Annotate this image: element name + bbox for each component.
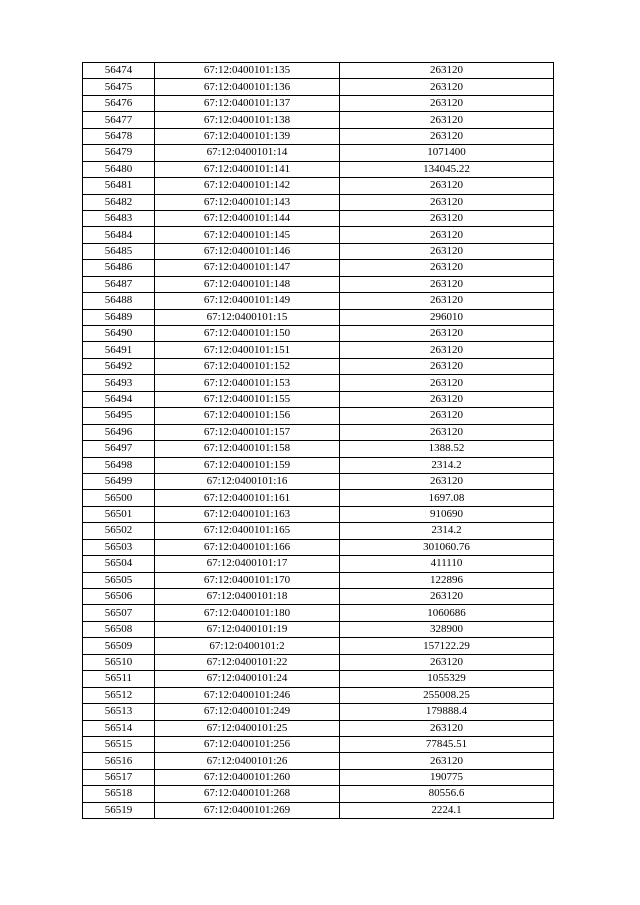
cadastral-number-cell: 67:12:0400101:150 [155,326,340,342]
table-row [83,161,554,177]
row-number-cell: 56490 [83,326,155,342]
cadastral-number-cell: 67:12:0400101:2 [155,638,340,654]
cadastral-number-cell: 67:12:0400101:15 [155,309,340,325]
row-number-cell: 56508 [83,621,155,637]
table-row [83,786,554,802]
cadastral-number-cell: 67:12:0400101:135 [155,63,340,79]
data-table [82,62,554,819]
value-cell: 263120 [340,178,554,194]
table-row [83,276,554,292]
value-cell: 263120 [340,227,554,243]
table-row [83,802,554,818]
row-number-cell: 56503 [83,539,155,555]
row-number-cell: 56496 [83,424,155,440]
cadastral-number-cell: 67:12:0400101:246 [155,687,340,703]
cadastral-number-cell: 67:12:0400101:148 [155,276,340,292]
row-number-cell: 56498 [83,457,155,473]
row-number-cell: 56485 [83,243,155,259]
cadastral-number-cell: 67:12:0400101:16 [155,473,340,489]
row-number-cell: 56495 [83,408,155,424]
table-row [83,457,554,473]
table-row [83,243,554,259]
table-row [83,671,554,687]
value-cell: 1071400 [340,145,554,161]
value-cell: 190775 [340,769,554,785]
row-number-cell: 56500 [83,490,155,506]
cadastral-number-cell: 67:12:0400101:143 [155,194,340,210]
value-cell: 263120 [340,112,554,128]
row-number-cell: 56506 [83,589,155,605]
table-row [83,260,554,276]
table-row [83,391,554,407]
row-number-cell: 56474 [83,63,155,79]
cadastral-number-cell: 67:12:0400101:139 [155,128,340,144]
value-cell: 263120 [340,276,554,292]
table-body [83,63,554,819]
cadastral-number-cell: 67:12:0400101:152 [155,358,340,374]
cadastral-number-cell: 67:12:0400101:18 [155,589,340,605]
table-row [83,112,554,128]
value-cell: 263120 [340,753,554,769]
cadastral-number-cell: 67:12:0400101:161 [155,490,340,506]
value-cell: 301060.76 [340,539,554,555]
table-row [83,704,554,720]
cadastral-number-cell: 67:12:0400101:256 [155,736,340,752]
row-number-cell: 56476 [83,95,155,111]
value-cell: 263120 [340,293,554,309]
cadastral-number-cell: 67:12:0400101:19 [155,621,340,637]
row-number-cell: 56482 [83,194,155,210]
value-cell: 263120 [340,589,554,605]
cadastral-number-cell: 67:12:0400101:158 [155,441,340,457]
cadastral-number-cell: 67:12:0400101:180 [155,605,340,621]
cadastral-number-cell: 67:12:0400101:141 [155,161,340,177]
row-number-cell: 56519 [83,802,155,818]
cadastral-number-cell: 67:12:0400101:153 [155,375,340,391]
table-row [83,227,554,243]
row-number-cell: 56483 [83,210,155,226]
row-number-cell: 56494 [83,391,155,407]
row-number-cell: 56513 [83,704,155,720]
row-number-cell: 56512 [83,687,155,703]
value-cell: 263120 [340,424,554,440]
row-number-cell: 56486 [83,260,155,276]
value-cell: 263120 [340,358,554,374]
cadastral-number-cell: 67:12:0400101:151 [155,342,340,358]
cadastral-number-cell: 67:12:0400101:142 [155,178,340,194]
value-cell: 910690 [340,506,554,522]
table-row [83,95,554,111]
cadastral-number-cell: 67:12:0400101:14 [155,145,340,161]
value-cell: 263120 [340,326,554,342]
value-cell: 263120 [340,342,554,358]
value-cell: 263120 [340,243,554,259]
cadastral-number-cell: 67:12:0400101:166 [155,539,340,555]
cadastral-number-cell: 67:12:0400101:136 [155,79,340,95]
table-row [83,572,554,588]
cadastral-number-cell: 67:12:0400101:24 [155,671,340,687]
row-number-cell: 56487 [83,276,155,292]
cadastral-number-cell: 67:12:0400101:145 [155,227,340,243]
table-row [83,753,554,769]
row-number-cell: 56502 [83,523,155,539]
cadastral-number-cell: 67:12:0400101:268 [155,786,340,802]
row-number-cell: 56511 [83,671,155,687]
cadastral-number-cell: 67:12:0400101:269 [155,802,340,818]
row-number-cell: 56507 [83,605,155,621]
value-cell: 80556.6 [340,786,554,802]
table-row [83,326,554,342]
row-number-cell: 56515 [83,736,155,752]
value-cell: 1388.52 [340,441,554,457]
row-number-cell: 56489 [83,309,155,325]
table-row [83,473,554,489]
cadastral-number-cell: 67:12:0400101:144 [155,210,340,226]
value-cell: 263120 [340,260,554,276]
row-number-cell: 56484 [83,227,155,243]
value-cell: 1060686 [340,605,554,621]
table-row [83,408,554,424]
cadastral-number-cell: 67:12:0400101:249 [155,704,340,720]
table-row [83,178,554,194]
row-number-cell: 56510 [83,654,155,670]
value-cell: 263120 [340,95,554,111]
table-row [83,358,554,374]
table-row [83,79,554,95]
table-row [83,654,554,670]
table-row [83,342,554,358]
cadastral-number-cell: 67:12:0400101:147 [155,260,340,276]
cadastral-number-cell: 67:12:0400101:137 [155,95,340,111]
value-cell: 328900 [340,621,554,637]
table-row [83,769,554,785]
cadastral-number-cell: 67:12:0400101:159 [155,457,340,473]
table-row [83,621,554,637]
cadastral-number-cell: 67:12:0400101:25 [155,720,340,736]
value-cell: 2314.2 [340,457,554,473]
value-cell: 263120 [340,375,554,391]
value-cell: 122896 [340,572,554,588]
row-number-cell: 56481 [83,178,155,194]
table-row [83,523,554,539]
value-cell: 263120 [340,654,554,670]
value-cell: 255008.25 [340,687,554,703]
table-row [83,638,554,654]
cadastral-number-cell: 67:12:0400101:260 [155,769,340,785]
value-cell: 1697.08 [340,490,554,506]
table-row [83,736,554,752]
table-row [83,589,554,605]
value-cell: 296010 [340,309,554,325]
row-number-cell: 56488 [83,293,155,309]
value-cell: 134045.22 [340,161,554,177]
row-number-cell: 56504 [83,556,155,572]
cadastral-number-cell: 67:12:0400101:22 [155,654,340,670]
value-cell: 2224.1 [340,802,554,818]
value-cell: 157122.29 [340,638,554,654]
value-cell: 263120 [340,720,554,736]
value-cell: 411110 [340,556,554,572]
cadastral-number-cell: 67:12:0400101:17 [155,556,340,572]
table-row [83,506,554,522]
cadastral-number-cell: 67:12:0400101:138 [155,112,340,128]
row-number-cell: 56518 [83,786,155,802]
cadastral-number-cell: 67:12:0400101:146 [155,243,340,259]
cadastral-number-cell: 67:12:0400101:149 [155,293,340,309]
cadastral-number-cell: 67:12:0400101:157 [155,424,340,440]
table-row [83,490,554,506]
row-number-cell: 56491 [83,342,155,358]
table-row [83,63,554,79]
table-row [83,293,554,309]
table-row [83,687,554,703]
row-number-cell: 56501 [83,506,155,522]
row-number-cell: 56497 [83,441,155,457]
row-number-cell: 56509 [83,638,155,654]
value-cell: 77845.51 [340,736,554,752]
cadastral-number-cell: 67:12:0400101:165 [155,523,340,539]
cadastral-number-cell: 67:12:0400101:170 [155,572,340,588]
value-cell: 263120 [340,473,554,489]
table-row [83,375,554,391]
value-cell: 263120 [340,210,554,226]
row-number-cell: 56505 [83,572,155,588]
cadastral-number-cell: 67:12:0400101:26 [155,753,340,769]
table-row [83,556,554,572]
cadastral-number-cell: 67:12:0400101:163 [155,506,340,522]
cadastral-number-cell: 67:12:0400101:156 [155,408,340,424]
row-number-cell: 56516 [83,753,155,769]
value-cell: 179888.4 [340,704,554,720]
table-row [83,605,554,621]
table-row [83,128,554,144]
row-number-cell: 56514 [83,720,155,736]
row-number-cell: 56479 [83,145,155,161]
row-number-cell: 56480 [83,161,155,177]
value-cell: 263120 [340,79,554,95]
value-cell: 263120 [340,63,554,79]
table-row [83,309,554,325]
table-row [83,210,554,226]
row-number-cell: 56499 [83,473,155,489]
value-cell: 263120 [340,128,554,144]
value-cell: 1055329 [340,671,554,687]
table-row [83,539,554,555]
row-number-cell: 56478 [83,128,155,144]
table-row [83,145,554,161]
value-cell: 2314.2 [340,523,554,539]
table-row [83,441,554,457]
value-cell: 263120 [340,391,554,407]
row-number-cell: 56492 [83,358,155,374]
row-number-cell: 56517 [83,769,155,785]
table-row [83,720,554,736]
table-row [83,424,554,440]
row-number-cell: 56475 [83,79,155,95]
value-cell: 263120 [340,194,554,210]
row-number-cell: 56493 [83,375,155,391]
cadastral-number-cell: 67:12:0400101:155 [155,391,340,407]
value-cell: 263120 [340,408,554,424]
table-row [83,194,554,210]
row-number-cell: 56477 [83,112,155,128]
